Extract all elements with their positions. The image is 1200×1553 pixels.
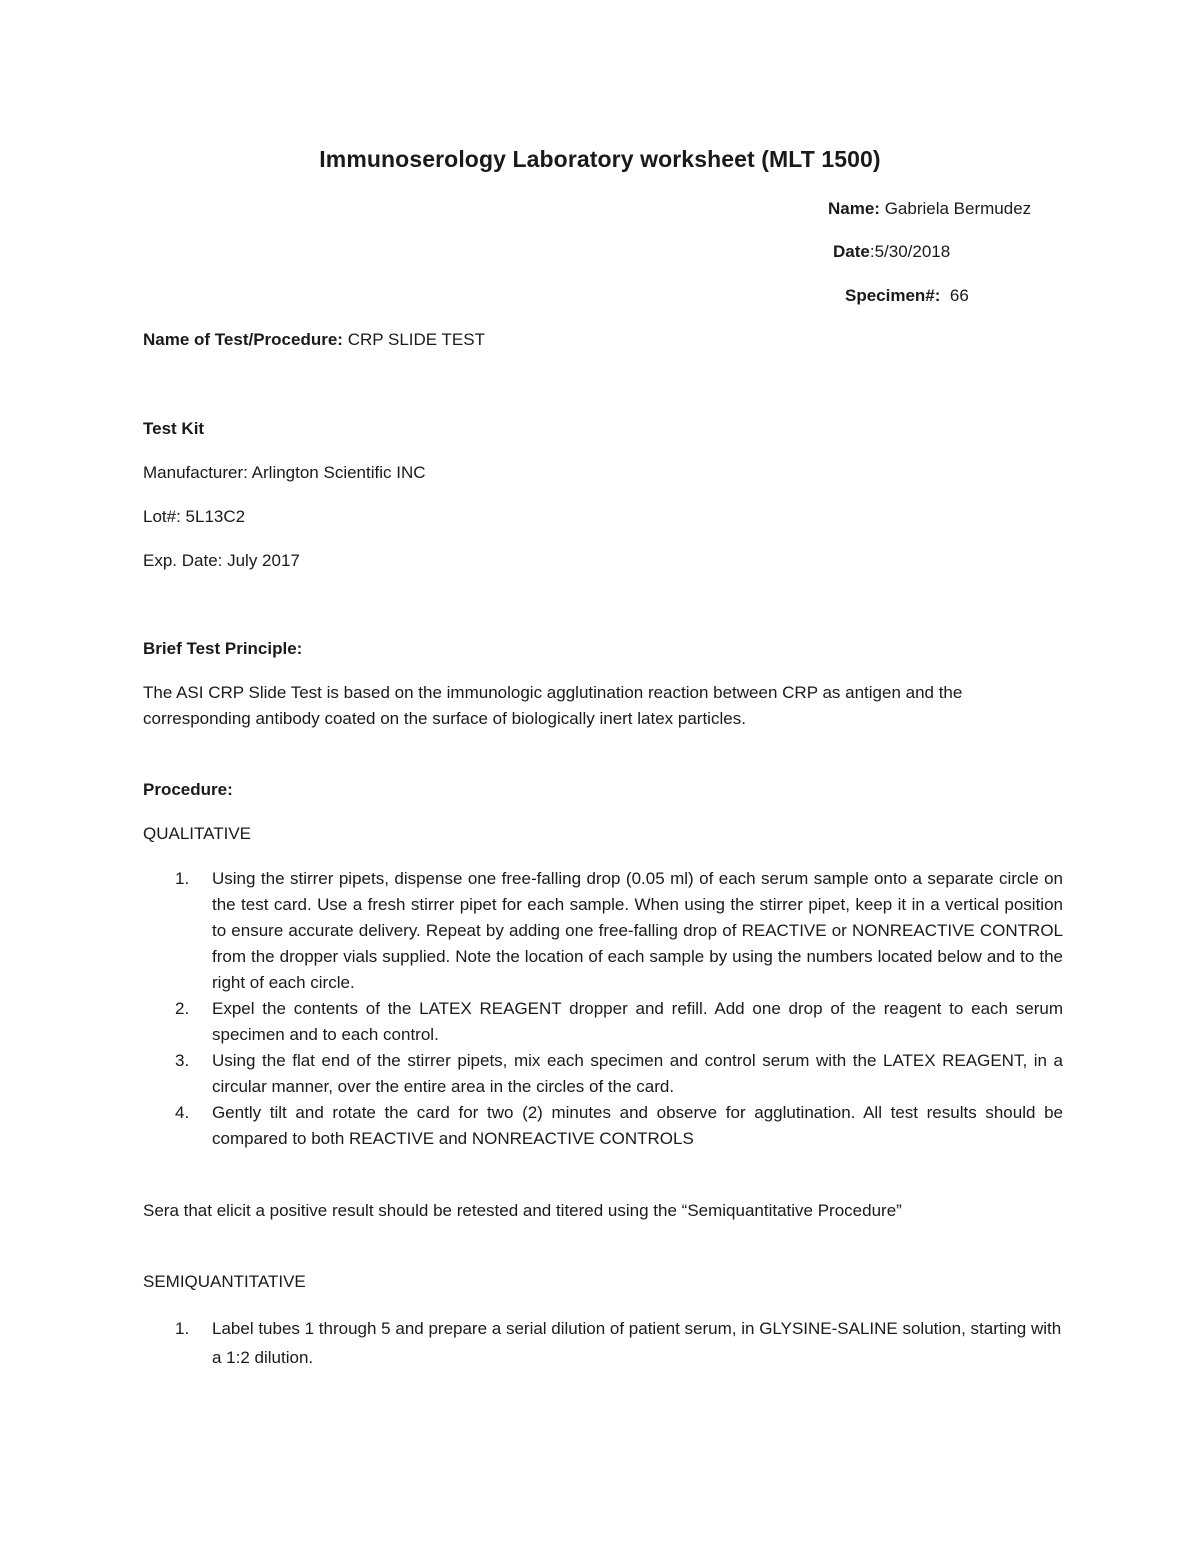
specimen-label: Specimen#: — [845, 286, 941, 305]
exp-date-line: Exp. Date: July 2017 — [143, 551, 300, 570]
step-number: 1. — [175, 1319, 190, 1338]
semiquantitative-steps-list — [143, 1314, 1063, 1372]
lot-number-line: Lot#: 5L13C2 — [143, 507, 246, 526]
step-text: Gently tilt and rotate the card for two (2) minutes and observe for agglutination. All test results should be compared to both REACTIVE and NONREACTIVE CONTROLS — [212, 1103, 1063, 1148]
name-value: Gabriela Bermudez — [879, 199, 1032, 218]
step-text: Using the flat end of the stirrer pipets, mix each specimen and control serum with the LATEX REAGENT, in a circular manner, over the entire area in the circles of the card. — [212, 1051, 1063, 1096]
semiquantitative-heading: SEMIQUANTITATIVE — [143, 1272, 306, 1291]
qualitative-steps-list — [143, 866, 1063, 1152]
list-item — [143, 1314, 1063, 1372]
principle-heading: Brief Test Principle: — [143, 639, 303, 658]
step-number: 4. — [175, 1103, 190, 1122]
procedure-heading: Procedure: — [143, 780, 233, 799]
test-name-field — [143, 330, 485, 350]
page-title: Immunoserology Laboratory worksheet (MLT 1500) — [319, 146, 881, 172]
step-number: 2. — [175, 999, 190, 1018]
principle-text: The ASI CRP Slide Test is based on the immunologic agglutination reaction between CRP as antigen and the corresponding antibody coated on the surface of biologically inert latex particles. — [143, 683, 963, 728]
name-field — [828, 199, 1031, 219]
date-label: Date — [833, 242, 870, 261]
list-item — [143, 1048, 1063, 1100]
test-name-label: Name of Test/Procedure: — [143, 330, 343, 349]
step-text: Using the stirrer pipets, dispense one free-falling drop (0.05 ml) of each serum sample onto a separate circle on the test card. Use a fresh stirrer pipet for each sample. When using the stirrer pipet, keep it in a vertical position to ensure accurate delivery. Repeat by adding one free-falling drop of REACTIVE or NONREACTIVE CONTROL from the dropper vials supplied. Note the location of each sample by using the numbers located below and to the right of each circle. — [212, 869, 1063, 992]
qualitative-heading: QUALITATIVE — [143, 824, 252, 843]
test-name-value: CRP SLIDE TEST — [342, 330, 485, 349]
step-number: 1. — [175, 869, 190, 888]
step-text: Label tubes 1 through 5 and prepare a serial dilution of patient serum, in GLYSINE-SALINE solution, starting with a 1:2 dilution. — [212, 1319, 1062, 1367]
name-label: Name: — [828, 199, 880, 218]
date-value: :5/30/2018 — [869, 242, 951, 261]
specimen-value: 66 — [940, 286, 969, 305]
list-item — [143, 1100, 1063, 1152]
specimen-field — [845, 286, 969, 306]
step-text: Expel the contents of the LATEX REAGENT dropper and refill. Add one drop of the reagent to each serum specimen and to each control. — [212, 999, 1063, 1044]
step-number: 3. — [175, 1051, 190, 1070]
list-item — [143, 866, 1063, 996]
date-field — [833, 242, 950, 262]
retest-note: Sera that elicit a positive result should be retested and titered using the “Semiquantitative Procedure” — [143, 1201, 902, 1220]
list-item — [143, 996, 1063, 1048]
manufacturer-line: Manufacturer: Arlington Scientific INC — [143, 463, 426, 482]
test-kit-heading: Test Kit — [143, 419, 205, 438]
